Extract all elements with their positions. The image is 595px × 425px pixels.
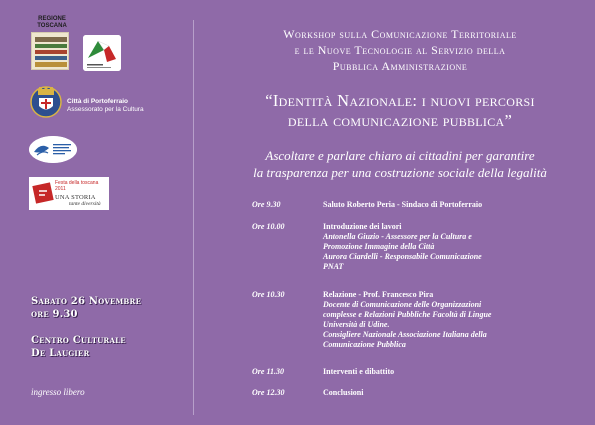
- schedule-detail: Consigliere Nazionale Associazione Italiana della: [323, 330, 487, 339]
- schedule-time: Ore 10.30: [252, 290, 285, 299]
- portoferraio-crest: [30, 86, 62, 118]
- festa-storia: UNA STORIA: [55, 194, 96, 201]
- schedule-time: Ore 11.30: [252, 367, 284, 376]
- festa-toscana-logo: [29, 177, 109, 210]
- regione-toscana-logo: [31, 32, 69, 70]
- schedule-detail: Antonella Giuzio - Assessore per la Cultura e: [323, 232, 472, 241]
- schedule-detail: Università di Udine.: [323, 320, 390, 329]
- schedule-title: Introduzione dei lavori: [323, 222, 402, 231]
- column-divider: [193, 20, 194, 415]
- schedule-time: Ore 12.30: [252, 388, 285, 397]
- schedule-detail: Comunicazione Pubblica: [323, 340, 406, 349]
- festa-title: Festa della toscana: [55, 180, 99, 186]
- schedule-time: Ore 9.30: [252, 200, 281, 209]
- header-line: e le Nuove Tecnologie al Servizio della: [294, 43, 506, 57]
- subtitle-line: Ascoltare e parlare chiaro ai cittadini per garantire: [265, 148, 535, 163]
- parco-arcipelago-logo: [29, 136, 77, 163]
- schedule-title: Interventi e dibattito: [323, 367, 395, 376]
- event-venue: Centro Culturale: [31, 335, 126, 346]
- schedule-detail: complesse e Relazioni Pubbliche Facoltà di Lingue: [323, 310, 492, 319]
- header-line: Pubblica Amministrazione: [332, 59, 468, 73]
- event-time: ore 9.30: [31, 309, 78, 320]
- festa-year: 2011: [55, 186, 66, 192]
- comune-department: Assessorato per la Cultura: [67, 106, 144, 113]
- event-venue-name: De Laugier: [31, 348, 90, 359]
- comune-text: [67, 98, 187, 114]
- schedule-detail: Aurora Ciardelli - Responsabile Comunicazione: [323, 252, 482, 261]
- comune-name: Città di Portoferraio: [67, 98, 129, 105]
- event-date: Sabato 26 Novembre: [31, 296, 142, 307]
- subtitle: [210, 147, 590, 181]
- anci-toscana-logo: [83, 35, 121, 71]
- schedule-detail: Promozione Immagine della Città: [323, 242, 435, 251]
- event-info: [31, 295, 191, 360]
- schedule-detail: PNAT: [323, 262, 344, 271]
- schedule-title: Relazione - Prof. Francesco Pira: [323, 290, 434, 299]
- regione-toscana-label: REGIONE TOSCANA: [37, 16, 67, 29]
- schedule-title: Saluto Roberto Peria - Sindaco di Portoferraio: [323, 200, 483, 209]
- schedule-title: Conclusioni: [323, 388, 364, 397]
- left-column: [0, 0, 190, 425]
- main-title-line: “Identità Nazionale: i nuovi percorsi: [265, 91, 535, 110]
- schedule-detail: Docente di Comunicazione delle Organizzazioni: [323, 300, 482, 309]
- main-title: [210, 91, 590, 131]
- admission-note: ingresso libero: [31, 387, 85, 397]
- festa-subtitle: tante diversità: [69, 201, 101, 207]
- header-line: Workshop sulla Comunicazione Territoriale: [283, 27, 517, 41]
- schedule-time: Ore 10.00: [252, 222, 285, 231]
- subtitle-line: la trasparenza per una costruzione sociale della legalità: [253, 165, 547, 180]
- main-title-line: della comunicazione pubblica”: [287, 111, 513, 130]
- workshop-header: [210, 26, 590, 74]
